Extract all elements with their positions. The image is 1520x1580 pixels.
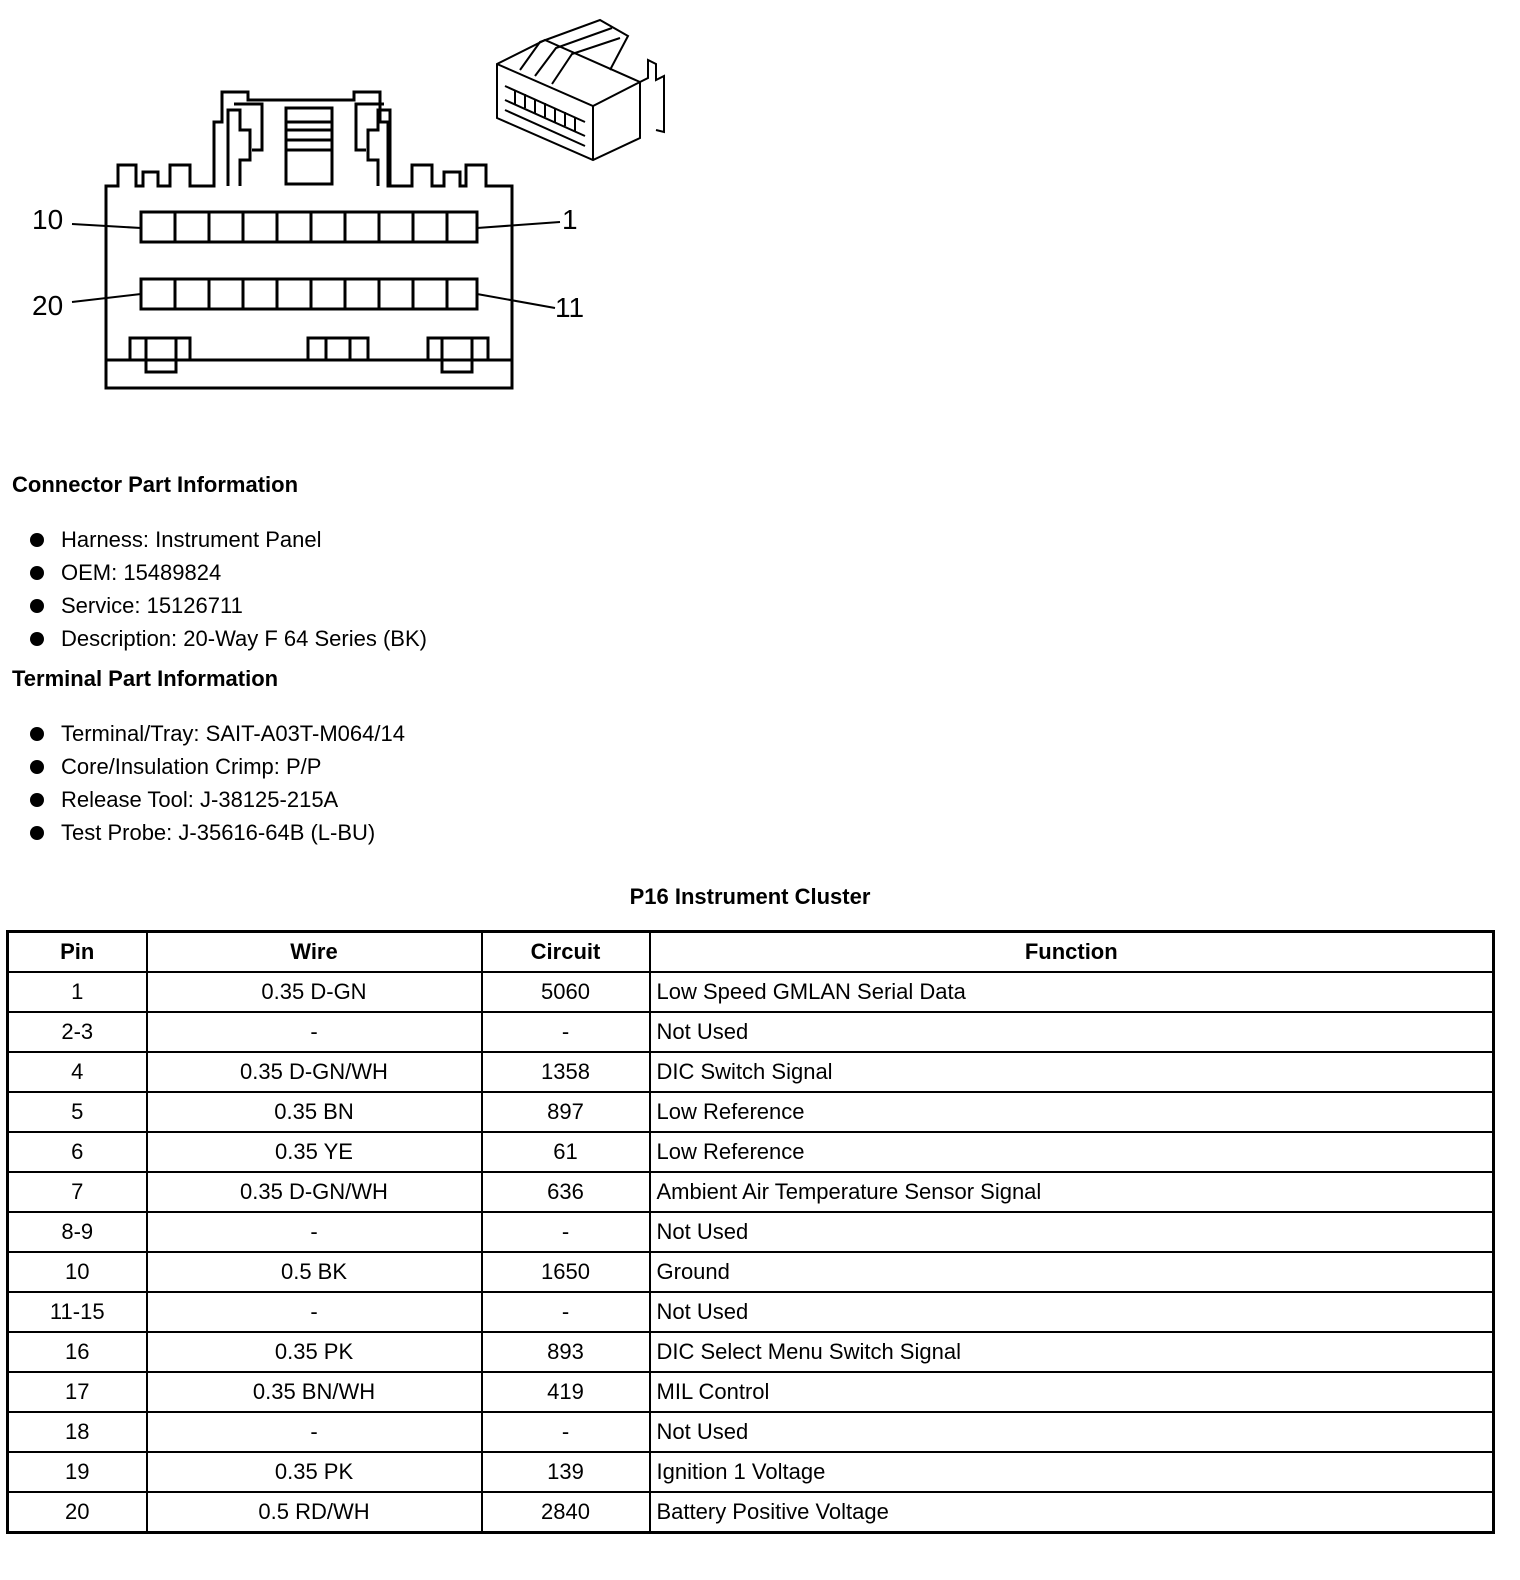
cell-pin: 2-3 (8, 1012, 147, 1052)
cell-circuit: 893 (482, 1332, 650, 1372)
table-row (8, 1452, 1494, 1492)
table-row (8, 1412, 1494, 1452)
table-body (8, 972, 1494, 1533)
cell-pin: 7 (8, 1172, 147, 1212)
cell-circuit: 61 (482, 1132, 650, 1172)
terminal-part-info-heading: Terminal Part Information (12, 666, 279, 691)
table-row (8, 1492, 1494, 1533)
cell-function: Not Used (650, 1292, 1494, 1332)
cell-function: Not Used (650, 1412, 1494, 1452)
cell-pin: 11-15 (8, 1292, 147, 1332)
cell-circuit: 897 (482, 1092, 650, 1132)
cell-circuit: - (482, 1292, 650, 1332)
list-item: Description: 20-Way F 64 Series (BK) (28, 622, 427, 655)
connector-part-info-heading: Connector Part Information (12, 472, 299, 497)
table-row (8, 1052, 1494, 1092)
cell-wire: 0.35 D-GN/WH (147, 1172, 482, 1212)
list-item: Terminal/Tray: SAIT-A03T-M064/14 (28, 717, 405, 750)
cell-function: DIC Select Menu Switch Signal (650, 1332, 1494, 1372)
cell-pin: 19 (8, 1452, 147, 1492)
connector-face (106, 92, 512, 388)
pin-label-20: 20 (32, 290, 64, 321)
pin-label-1: 1 (562, 204, 578, 235)
header-function: Function (650, 932, 1494, 973)
cell-circuit: 1650 (482, 1252, 650, 1292)
cell-pin: 6 (8, 1132, 147, 1172)
cell-pin: 8-9 (8, 1212, 147, 1252)
table-row (8, 972, 1494, 1012)
table-row (8, 1132, 1494, 1172)
header-pin: Pin (8, 932, 147, 973)
list-item: Release Tool: J-38125-215A (28, 783, 405, 816)
cell-circuit: 636 (482, 1172, 650, 1212)
cell-pin: 4 (8, 1052, 147, 1092)
cell-pin: 10 (8, 1252, 147, 1292)
cell-function: Battery Positive Voltage (650, 1492, 1494, 1533)
cell-function: Ground (650, 1252, 1494, 1292)
cell-function: Low Reference (650, 1132, 1494, 1172)
table-row (8, 1292, 1494, 1332)
cell-function: Low Speed GMLAN Serial Data (650, 972, 1494, 1012)
cell-wire: 0.5 RD/WH (147, 1492, 482, 1533)
table-row (8, 1172, 1494, 1212)
cell-wire: 0.35 PK (147, 1452, 482, 1492)
cell-circuit: 5060 (482, 972, 650, 1012)
list-item: Service: 15126711 (28, 589, 427, 622)
cell-circuit: 419 (482, 1372, 650, 1412)
cell-function: MIL Control (650, 1372, 1494, 1412)
cell-function: DIC Switch Signal (650, 1052, 1494, 1092)
cell-pin: 17 (8, 1372, 147, 1412)
cell-wire: 0.35 D-GN/WH (147, 1052, 482, 1092)
pin-label-11: 11 (555, 292, 585, 323)
list-item: Harness: Instrument Panel (28, 523, 427, 556)
table-title: P16 Instrument Cluster (629, 884, 871, 909)
cell-wire: - (147, 1412, 482, 1452)
cell-wire: 0.5 BK (147, 1252, 482, 1292)
terminal-cavities (141, 212, 477, 309)
cell-wire: 0.35 D-GN (147, 972, 482, 1012)
cell-wire: 0.35 BN (147, 1092, 482, 1132)
cell-circuit: - (482, 1212, 650, 1252)
terminal-part-info-list (28, 717, 405, 849)
cell-circuit: - (482, 1012, 650, 1052)
cell-pin: 5 (8, 1092, 147, 1132)
cell-circuit: 2840 (482, 1492, 650, 1533)
cell-function: Not Used (650, 1012, 1494, 1052)
cell-function: Low Reference (650, 1092, 1494, 1132)
cell-wire: - (147, 1292, 482, 1332)
cell-function: Not Used (650, 1212, 1494, 1252)
table-row (8, 1212, 1494, 1252)
table-row (8, 1332, 1494, 1372)
cell-pin: 16 (8, 1332, 147, 1372)
list-item: Test Probe: J-35616-64B (L-BU) (28, 816, 405, 849)
cell-circuit: 1358 (482, 1052, 650, 1092)
cell-circuit: - (482, 1412, 650, 1452)
cell-pin: 1 (8, 972, 147, 1012)
pin-label-10: 10 (32, 204, 64, 235)
table-row (8, 1012, 1494, 1052)
cell-wire: 0.35 PK (147, 1332, 482, 1372)
connector-part-info-list (28, 523, 427, 655)
header-wire: Wire (147, 932, 482, 973)
cell-wire: - (147, 1012, 482, 1052)
cell-function: Ambient Air Temperature Sensor Signal (650, 1172, 1494, 1212)
connector-3d-thumbnail (497, 20, 664, 160)
table-row (8, 1092, 1494, 1132)
list-item: Core/Insulation Crimp: P/P (28, 750, 405, 783)
header-circuit: Circuit (482, 932, 650, 973)
cell-pin: 18 (8, 1412, 147, 1452)
cell-wire: 0.35 YE (147, 1132, 482, 1172)
list-item: OEM: 15489824 (28, 556, 427, 589)
pin-leader-lines (72, 222, 560, 308)
table-header-row (8, 932, 1494, 973)
table-row (8, 1372, 1494, 1412)
pinout-table (6, 930, 1495, 1534)
cell-wire: 0.35 BN/WH (147, 1372, 482, 1412)
table-row (8, 1252, 1494, 1292)
cell-pin: 20 (8, 1492, 147, 1533)
cell-function: Ignition 1 Voltage (650, 1452, 1494, 1492)
connector-diagram (0, 0, 700, 420)
cell-wire: - (147, 1212, 482, 1252)
cell-circuit: 139 (482, 1452, 650, 1492)
